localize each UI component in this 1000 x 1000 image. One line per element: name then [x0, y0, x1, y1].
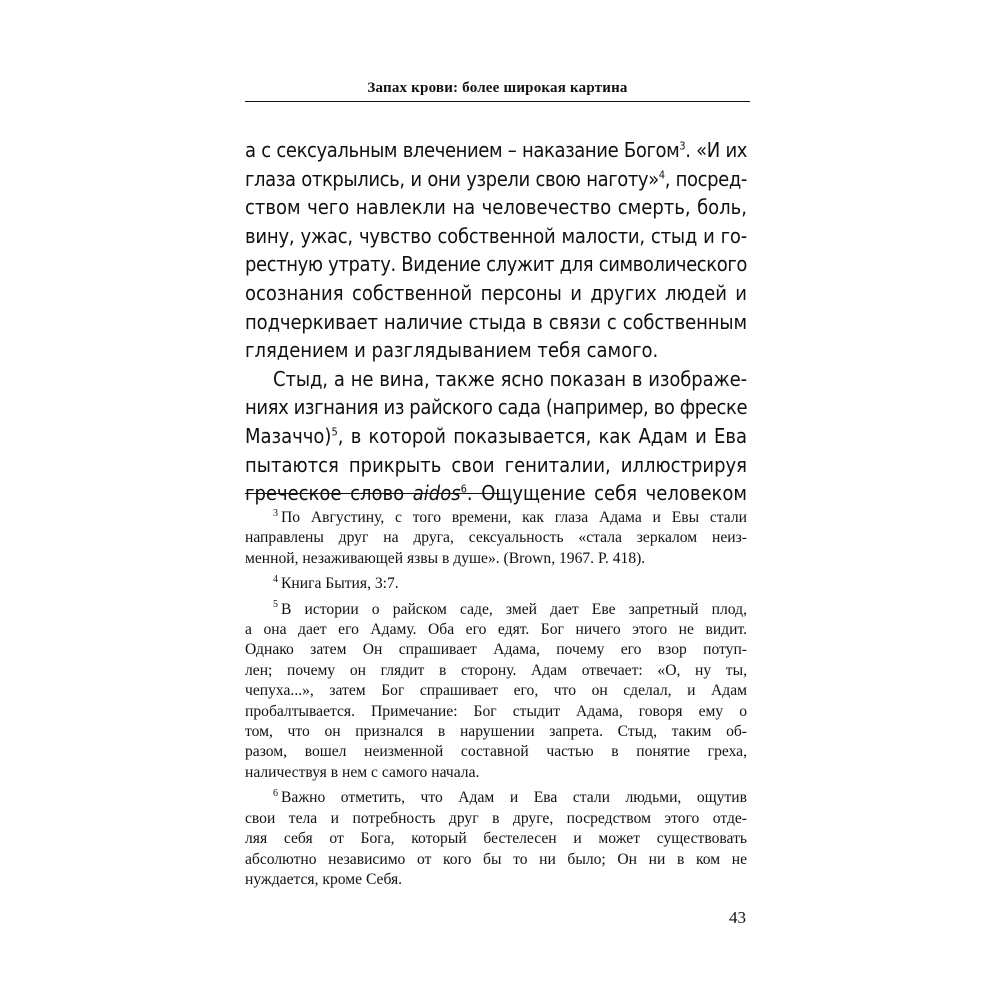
text-line: пытаются прикрыть свои гениталии, иллюстрируя: [245, 452, 747, 477]
footnote-line: $^6$ Важно отметить, что Адам и Ева стали людьми, ощутив: [273, 788, 747, 807]
text-line: глядением и разглядыванием тебя самого.: [245, 338, 659, 363]
text-line: а с сексуальным влечением – наказание Богом$^3$. «И их: [245, 138, 747, 162]
footnote-line: Однако затем Он спрашивает Адама, почему его взор потуп-: [245, 641, 747, 659]
text-line: ством чего навлекли на человечество смерть, боль,: [245, 195, 747, 220]
footnote-line: нуждается, кроме Себя.: [245, 870, 403, 888]
footnote-line: а она дает его Адаму. Оба его едят. Бог ничего этого не видит.: [245, 621, 747, 639]
footnote-line: $^5$ В истории о райском саде, змей дает Еве запретный плод,: [273, 599, 747, 618]
footnote-ref[interactable]: 6: [460, 482, 467, 496]
text-line: ниях изгнания из райского сада (например, во фреске: [245, 395, 748, 420]
text-line: Стыд, а не вина, также ясно показан в изображе-: [273, 366, 747, 391]
footnotes: [245, 508, 747, 895]
main-text: [245, 136, 747, 508]
text-line: Мазаччо)$^5$, в которой показывается, как Адам и Ева: [245, 423, 747, 448]
text-line: рестную утрату. Видение служит для символического: [245, 252, 747, 277]
footnote-ref[interactable]: 3: [679, 139, 686, 153]
footnote-line: менной, незаживающей язвы в душе». (Brown, 1967. P. 418).: [245, 549, 646, 567]
text-line: вину, ужас, чувство собственной малости, стыд и го-: [245, 223, 747, 248]
footnote-line: разом, вошел неизменной составной частью в понятие греха,: [245, 743, 747, 761]
text-line: осознания собственной персоны и других людей и: [245, 280, 747, 305]
footnote-mark: 6: [273, 788, 278, 800]
footnote-line: ляя себя от Бога, который бестелесен и может существовать: [245, 830, 747, 848]
page-number: 43: [729, 908, 746, 927]
footnote-line: свои тела и потребность друг в друге, посредством этого отде-: [245, 809, 747, 827]
footnote-line: лен; почему он глядит в сторону. Адам отвечает: «О, ну ты,: [245, 661, 747, 679]
footnote-line: том, что он признался в нарушении запрета. Стыд, таким об-: [245, 723, 747, 741]
footnote-mark: 5: [273, 599, 278, 611]
text-line: подчеркивает наличие стыда в связи с собственным: [245, 309, 747, 334]
footnote-line: направлены друг на друга, сексуальность «стала зеркалом неиз-: [245, 529, 747, 547]
footnote-line: чепуха...», затем Бог спрашивает его, что он сделал, и Адам: [245, 682, 747, 700]
footnote-line: абсолютно независимо от кого бы то ни было; Он ни в ком не: [245, 850, 747, 868]
footnote-line: $^4$ Книга Бытия, 3:7.: [273, 574, 399, 593]
footnote-6: [245, 788, 747, 890]
italic-term: aidos: [412, 481, 461, 506]
text-line: греческое слово aidos$^6$. Ощущение себя человеком: [245, 481, 747, 506]
footnote-line: $^3$ По Августину, с того времени, как глаза Адама и Евы стали: [273, 507, 747, 526]
footnote-mark: 3: [273, 507, 278, 519]
footnote-5: [245, 600, 747, 784]
footnote-4: [245, 574, 747, 594]
footnote-ref[interactable]: 4: [658, 167, 665, 181]
footnote-mark: 4: [273, 574, 278, 586]
footnote-line: пробалтывается. Примечание: Бог стыдит Адама, говоря ему о: [245, 702, 747, 720]
footnote-3: [245, 508, 747, 569]
header-rule: [245, 101, 750, 102]
footnote-ref[interactable]: 5: [331, 425, 338, 439]
footnote-rule: [245, 493, 500, 494]
footnote-line: наличествуя в нем с самого начала.: [245, 763, 480, 781]
running-head: Запах крови: более широкая картина: [367, 80, 628, 96]
text-line: глаза открылись, и они узрели свою наготу»$^4$, посред-: [245, 166, 747, 191]
